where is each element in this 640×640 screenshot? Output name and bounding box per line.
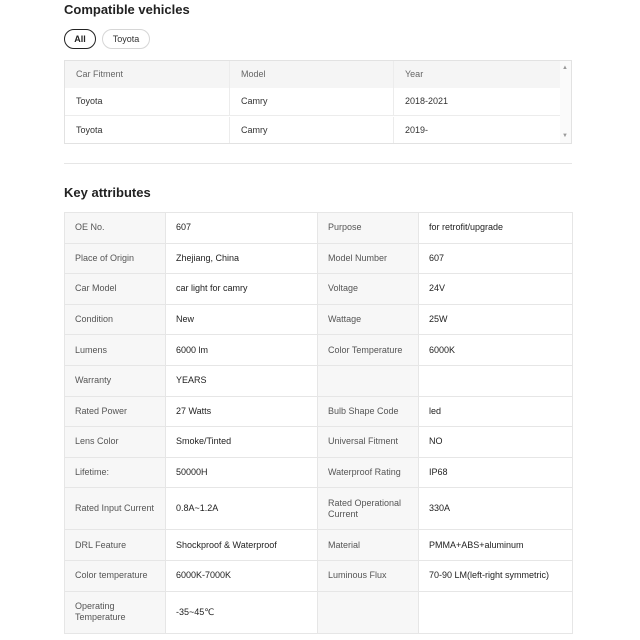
attribute-value: 24V xyxy=(419,274,573,305)
filter-toyota-button[interactable]: Toyota xyxy=(102,29,150,49)
attribute-key: Bulb Shape Code xyxy=(318,396,419,427)
cell-model: Camry xyxy=(229,117,393,144)
attribute-key: Universal Fitment xyxy=(318,427,419,458)
attribute-value: IP68 xyxy=(419,457,573,488)
fitment-scrollbar[interactable] xyxy=(560,61,571,143)
attribute-key: Warranty xyxy=(65,365,166,396)
attribute-value: Smoke/Tinted xyxy=(166,427,318,458)
section-divider xyxy=(64,163,572,164)
table-row xyxy=(65,457,573,488)
header-model: Model xyxy=(229,61,393,88)
attribute-key: Place of Origin xyxy=(65,243,166,274)
attribute-value: 50000H xyxy=(166,457,318,488)
attribute-value: Zhejiang, China xyxy=(166,243,318,274)
table-row xyxy=(65,243,573,274)
filter-all-button[interactable]: All xyxy=(64,29,96,49)
attribute-value: 607 xyxy=(419,243,573,274)
cell-year: 2019- xyxy=(393,117,561,144)
fitment-table xyxy=(64,60,572,144)
table-row xyxy=(65,427,573,458)
attribute-key: Rated Operational Current xyxy=(318,488,419,530)
key-attributes-title: Key attributes xyxy=(64,185,151,200)
attribute-value: 0.8A~1.2A xyxy=(166,488,318,530)
attribute-key: Purpose xyxy=(318,213,419,244)
attribute-key: Lumens xyxy=(65,335,166,366)
table-row xyxy=(65,274,573,305)
attribute-value: 27 Watts xyxy=(166,396,318,427)
attribute-value: led xyxy=(419,396,573,427)
vehicle-filter-group xyxy=(64,29,150,49)
attribute-key: OE No. xyxy=(65,213,166,244)
key-attributes-table xyxy=(64,212,573,634)
table-row xyxy=(65,304,573,335)
attribute-value: Shockproof & Waterproof xyxy=(166,530,318,561)
attribute-value: PMMA+ABS+aluminum xyxy=(419,530,573,561)
table-row xyxy=(65,365,573,396)
attribute-key: Condition xyxy=(65,304,166,335)
attribute-key: Operating Temperature xyxy=(65,591,166,633)
attribute-key: Luminous Flux xyxy=(318,560,419,591)
attribute-value: 6000K xyxy=(419,335,573,366)
attribute-key: Wattage xyxy=(318,304,419,335)
cell-car-fitment: Toyota xyxy=(76,96,103,106)
attribute-key: Lens Color xyxy=(65,427,166,458)
attribute-key: Lifetime: xyxy=(65,457,166,488)
table-row xyxy=(65,213,573,244)
attribute-key: Material xyxy=(318,530,419,561)
cell-year: 2018-2021 xyxy=(393,88,561,115)
attribute-value: 70-90 LM(left-right symmetric) xyxy=(419,560,573,591)
fitment-header-row xyxy=(65,61,561,88)
attribute-key: Color Temperature xyxy=(318,335,419,366)
cell-car-fitment: Toyota xyxy=(76,125,103,135)
attribute-value: 330A xyxy=(419,488,573,530)
table-row xyxy=(65,560,573,591)
table-row xyxy=(65,335,573,366)
attribute-value: 6000K-7000K xyxy=(166,560,318,591)
attribute-value xyxy=(419,591,573,633)
attribute-value: YEARS xyxy=(166,365,318,396)
attribute-value: 6000 lm xyxy=(166,335,318,366)
scroll-up-icon[interactable]: ▲ xyxy=(562,65,568,71)
scroll-down-icon[interactable]: ▼ xyxy=(562,133,568,139)
attribute-key: Voltage xyxy=(318,274,419,305)
attribute-value: 607 xyxy=(166,213,318,244)
attribute-value: NO xyxy=(419,427,573,458)
table-row xyxy=(65,488,573,530)
table-row xyxy=(65,396,573,427)
attribute-key: Car Model xyxy=(65,274,166,305)
attribute-key: Rated Power xyxy=(65,396,166,427)
compatible-vehicles-title: Compatible vehicles xyxy=(64,2,190,17)
table-row xyxy=(65,530,573,561)
header-year: Year xyxy=(393,61,561,88)
cell-model: Camry xyxy=(229,88,393,115)
attribute-value: for retrofit/upgrade xyxy=(419,213,573,244)
attribute-value: car light for camry xyxy=(166,274,318,305)
attribute-value: -35~45℃ xyxy=(166,591,318,633)
table-row xyxy=(65,591,573,633)
table-row xyxy=(65,117,561,144)
table-row xyxy=(65,88,561,116)
attribute-key: Color temperature xyxy=(65,560,166,591)
attribute-key xyxy=(318,591,419,633)
attribute-value: New xyxy=(166,304,318,335)
header-car-fitment: Car Fitment xyxy=(76,69,124,79)
attribute-key: Model Number xyxy=(318,243,419,274)
attribute-key: Rated Input Current xyxy=(65,488,166,530)
attribute-key: Waterproof Rating xyxy=(318,457,419,488)
attribute-key: DRL Feature xyxy=(65,530,166,561)
attribute-value: 25W xyxy=(419,304,573,335)
attribute-key xyxy=(318,365,419,396)
attribute-value xyxy=(419,365,573,396)
